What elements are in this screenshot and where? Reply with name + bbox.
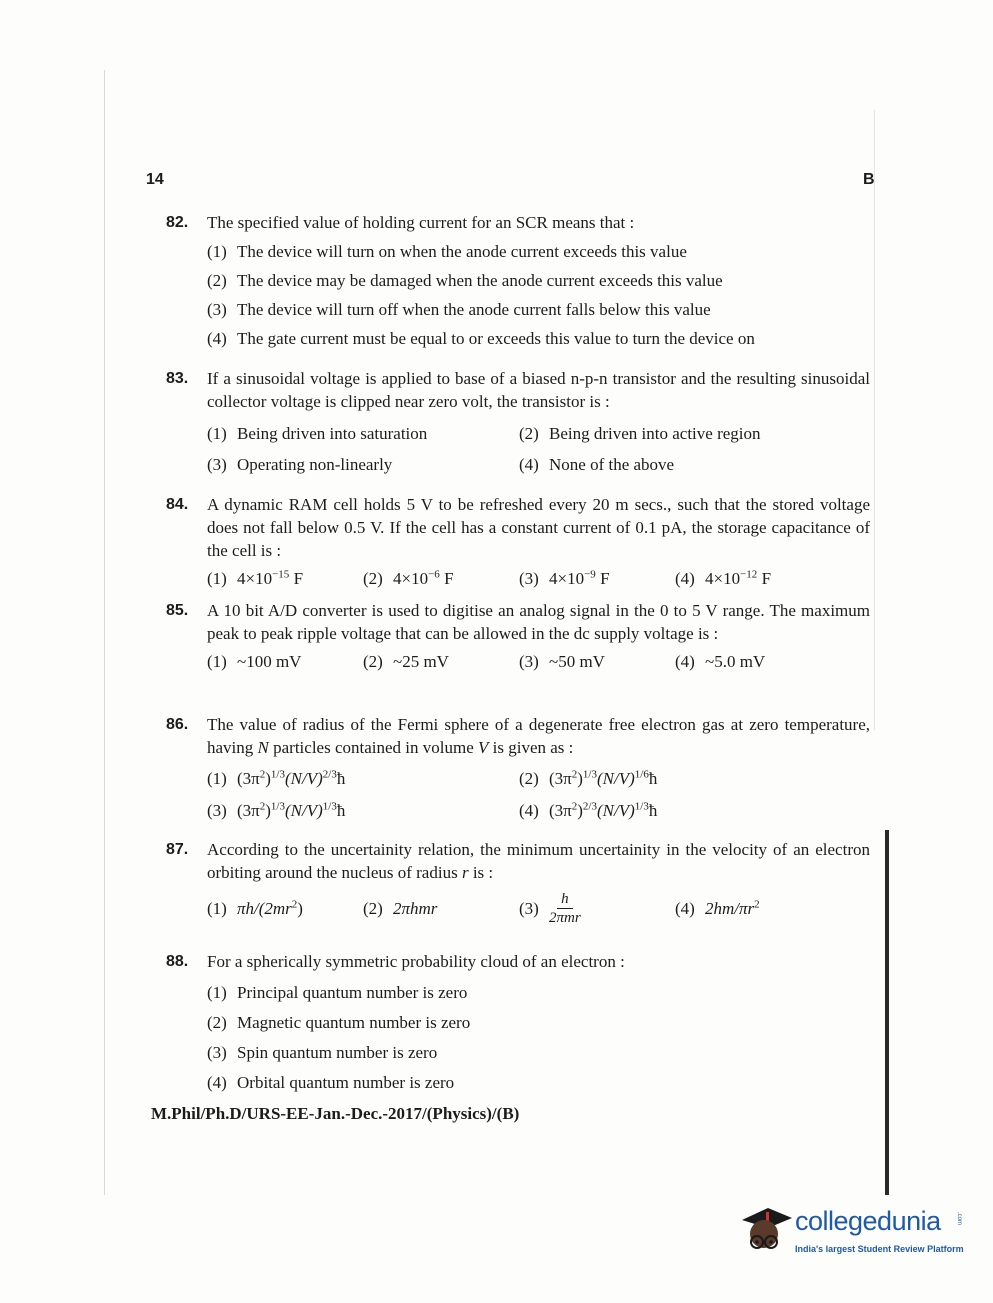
option[interactable]: (1) $(3\pi^2)^{1/3}(N/V)^{2/3}ħ$: [207, 768, 346, 788]
option[interactable]: (4) $2hm/\pi r^2$: [675, 897, 760, 918]
question-text: The specified value of holding current for an SCR means that :: [207, 213, 635, 232]
denominator: 2πmr: [549, 909, 581, 926]
option[interactable]: (2) The device may be damaged when the anode current exceeds this value: [207, 271, 723, 290]
question-number: 86.: [166, 716, 189, 733]
question-number: 82.: [166, 214, 189, 231]
question-text: If a sinusoidal voltage is applied to base of a biased n-p-n transistor and the resulting sinusoidal collector voltage is clipped near zero volt, the transistor is :: [207, 369, 870, 411]
option-list: [207, 240, 870, 356]
option-list: [207, 422, 870, 484]
option[interactable]: (1) $\pi h/(2mr^2)$: [207, 897, 303, 918]
option[interactable]: (2) ~25 mV: [363, 652, 449, 671]
option[interactable]: (1) Being driven into saturation: [207, 424, 428, 443]
option[interactable]: (3) $(3\pi^2)^{1/3}(N/V)^{1/3}ħ$: [207, 800, 346, 820]
page-edge-right: [885, 830, 889, 1195]
question-number: 88.: [166, 953, 189, 970]
numerator: h: [557, 890, 573, 909]
option[interactable]: (1) Principal quantum number is zero: [207, 983, 468, 1002]
question-text: The value of radius of the Fermi sphere of a degenerate free electron gas at zero temperature, having N particles contained in volume V is given as :: [207, 715, 870, 757]
series-code: B: [863, 171, 875, 188]
option[interactable]: (1) ~100 mV: [207, 652, 302, 671]
question-87: [166, 838, 870, 930]
option[interactable]: (2) $(3\pi^2)^{1/3}(N/V)^{1/6}ħ$: [519, 768, 658, 788]
page-number: 14: [146, 171, 164, 188]
option[interactable]: (4) None of the above: [519, 455, 675, 474]
question-88: [166, 950, 870, 1101]
question-number: 84.: [166, 496, 189, 513]
question-text: For a spherically symmetric probability cloud of an electron :: [207, 952, 625, 971]
option[interactable]: (3) The device will turn off when the anode current falls below this value: [207, 300, 711, 319]
collegedunia-watermark: [738, 1198, 964, 1260]
option[interactable]: (3) Spin quantum number is zero: [207, 1043, 438, 1062]
option-list: [207, 767, 870, 831]
option[interactable]: (3) ~50 mV: [519, 652, 605, 671]
option-list: [207, 567, 870, 590]
option[interactable]: (2) $4\times 10^{-6}$ F: [363, 568, 454, 588]
option[interactable]: (4) Orbital quantum number is zero: [207, 1073, 455, 1092]
page-edge-right-thin: [874, 110, 875, 730]
option[interactable]: (2) Magnetic quantum number is zero: [207, 1013, 471, 1032]
fraction: [549, 890, 581, 927]
option[interactable]: (3) Operating non-linearly: [207, 455, 393, 474]
brand-name: collegedunia: [795, 1206, 941, 1236]
option[interactable]: (4) ~5.0 mV: [675, 652, 766, 671]
question-85: [166, 599, 870, 673]
question-84: [166, 493, 870, 590]
question-text: A dynamic RAM cell holds 5 V to be refreshed every 20 m secs., such that the stored voltage does not fall below 0.5 V. If the cell has a constant current of 0.1 pA, the storage capacitance of the cell is :: [207, 495, 870, 560]
brand-tagline: India's largest Student Review Platform: [795, 1244, 964, 1254]
option[interactable]: (4) The gate current must be equal to or exceeds this value to turn the device on: [207, 329, 755, 348]
page-edge-left: [104, 70, 105, 1195]
question-82: [166, 211, 870, 356]
question-83: [166, 367, 870, 484]
question-86: [166, 713, 870, 831]
option-list: [207, 981, 870, 1101]
question-number: 85.: [166, 602, 189, 619]
option[interactable]: (2) Being driven into active region: [519, 424, 761, 443]
option-list: [207, 650, 870, 673]
paper-code: M.Phil/Ph.D/URS-EE-Jan.-Dec.-2017/(Physics)/(B): [151, 1104, 520, 1123]
brand-suffix: .com: [956, 1212, 962, 1226]
mascot-icon: [738, 1198, 794, 1258]
option[interactable]: (3) $4\times 10^{-9}$ F: [519, 568, 610, 588]
option[interactable]: (3) h 2πmr: [519, 890, 581, 926]
option[interactable]: (1) $4\times 10^{-15}$ F: [207, 568, 304, 588]
question-number: 87.: [166, 841, 189, 858]
option[interactable]: (1) The device will turn on when the anode current exceeds this value: [207, 242, 687, 261]
option[interactable]: (4) $4\times 10^{-12}$ F: [675, 568, 772, 588]
question-number: 83.: [166, 370, 189, 387]
option[interactable]: (4) $(3\pi^2)^{2/3}(N/V)^{1/3}ħ$: [519, 800, 658, 820]
option[interactable]: (2) 2πhmr: [363, 898, 438, 918]
question-text: According to the uncertainity relation, the minimum uncertainity in the velocity of an electron orbiting around the nucleus of radius r is :: [207, 840, 870, 882]
option-list: [207, 886, 870, 930]
question-text: A 10 bit A/D converter is used to digitise an analog signal in the 0 to 5 V range. The maximum peak to peak ripple voltage that can be allowed in the dc supply voltage is :: [207, 601, 870, 643]
